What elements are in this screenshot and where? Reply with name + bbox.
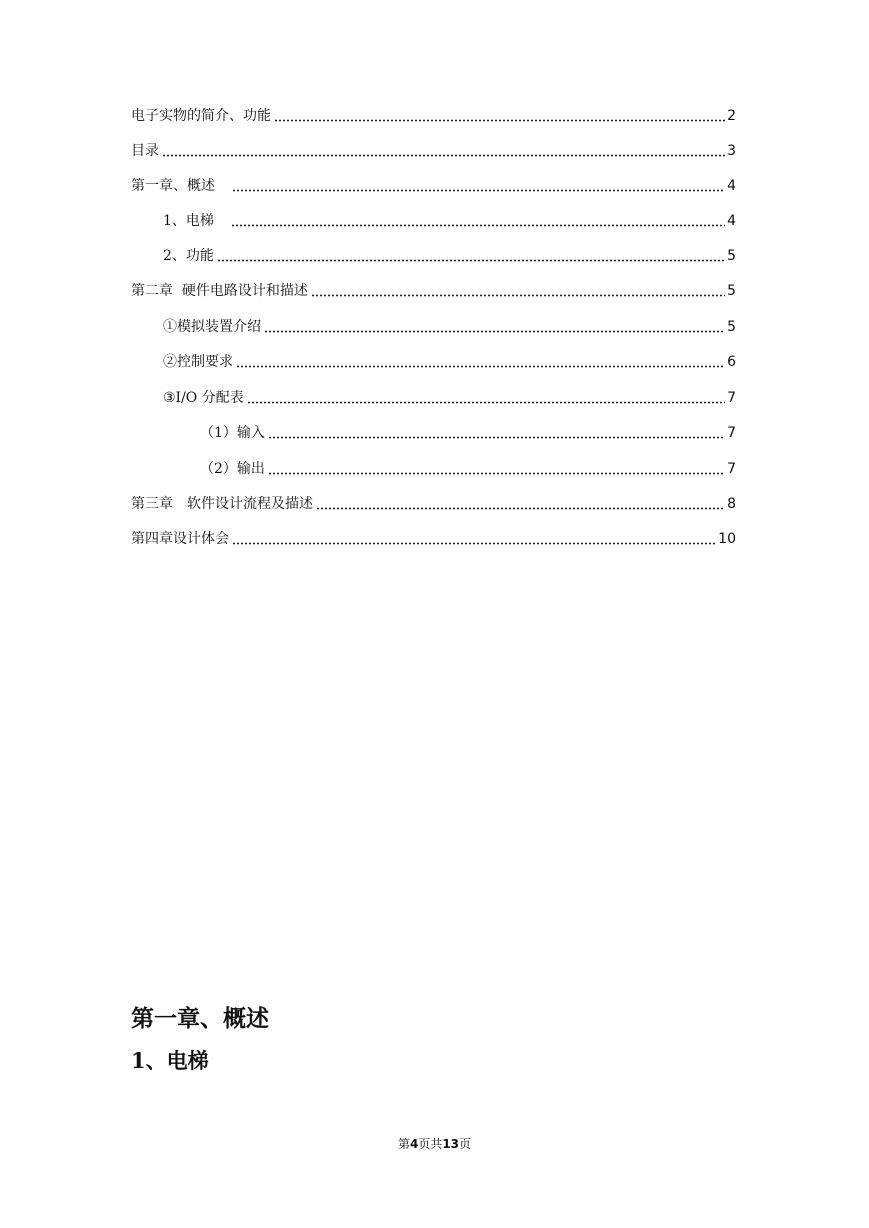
toc-entry[interactable] bbox=[131, 172, 736, 196]
toc-entry-title: （1）输入 bbox=[200, 425, 265, 441]
section-heading: 1、电梯 bbox=[131, 1048, 209, 1073]
toc-entry[interactable] bbox=[131, 525, 736, 549]
toc-entry[interactable] bbox=[131, 137, 736, 161]
toc-leader-dots bbox=[232, 189, 725, 192]
toc-entry-title: 第一章、概述 bbox=[131, 178, 229, 194]
toc-entry-title: ②控制要求 bbox=[163, 354, 233, 370]
footer-prefix: 第 bbox=[397, 1137, 410, 1151]
toc-leader-dots bbox=[231, 224, 725, 227]
footer-suffix: 页 bbox=[459, 1137, 472, 1151]
toc-entry-title: （2）输出 bbox=[200, 461, 265, 477]
toc-entry-title: 第三章 软件设计流程及描述 bbox=[131, 496, 313, 512]
chapter-heading: 第一章、概述 bbox=[131, 1005, 269, 1032]
toc-entry[interactable] bbox=[200, 419, 736, 443]
toc-leader-dots bbox=[316, 507, 725, 510]
toc-entry[interactable] bbox=[163, 207, 736, 231]
toc-entry[interactable] bbox=[200, 455, 736, 479]
toc-entry-title: ③I/O 分配表 bbox=[163, 390, 244, 406]
toc-entry-page: 2 bbox=[727, 108, 736, 124]
toc-entry-page: 10 bbox=[718, 531, 736, 547]
page-footer bbox=[0, 1136, 869, 1152]
footer-current-page: 4 bbox=[409, 1137, 419, 1151]
toc-entry[interactable] bbox=[131, 490, 736, 514]
toc-entry[interactable] bbox=[163, 348, 736, 372]
toc-leader-dots bbox=[236, 365, 725, 368]
toc-entry-page: 8 bbox=[727, 496, 736, 512]
toc-entry-page: 6 bbox=[727, 354, 736, 370]
toc-entry-title: 1、电梯 bbox=[163, 213, 228, 229]
toc-entry[interactable] bbox=[131, 277, 736, 301]
toc-leader-dots bbox=[264, 330, 725, 333]
toc-leader-dots bbox=[274, 119, 725, 122]
toc-leader-dots bbox=[247, 401, 725, 404]
toc-entry-title: 目录 bbox=[131, 143, 159, 159]
toc-leader-dots bbox=[311, 294, 725, 297]
toc-entry-page: 7 bbox=[727, 390, 736, 406]
footer-total-pages: 13 bbox=[442, 1137, 460, 1151]
toc-entry[interactable] bbox=[131, 102, 736, 126]
toc-entry-title: 第四章设计体会 bbox=[131, 531, 229, 547]
toc-entry-title: ①模拟装置介绍 bbox=[163, 319, 261, 335]
toc-entry-page: 5 bbox=[727, 319, 736, 335]
toc-entry-page: 5 bbox=[727, 283, 736, 299]
toc-leader-dots bbox=[268, 436, 725, 439]
toc-leader-dots bbox=[232, 542, 716, 545]
toc-entry-page: 4 bbox=[727, 178, 736, 194]
footer-middle: 页共 bbox=[418, 1137, 443, 1151]
toc-entry-title: 电子实物的简介、功能 bbox=[131, 108, 271, 124]
toc-entry[interactable] bbox=[163, 242, 736, 266]
toc-entry-page: 5 bbox=[727, 248, 736, 264]
toc-entry[interactable] bbox=[163, 313, 736, 337]
toc-leader-dots bbox=[162, 154, 725, 157]
toc-leader-dots bbox=[217, 259, 725, 262]
toc-entry-page: 4 bbox=[727, 213, 736, 229]
toc-entry-page: 7 bbox=[727, 425, 736, 441]
toc-entry-page: 3 bbox=[727, 143, 736, 159]
toc-entry-title: 第二章 硬件电路设计和描述 bbox=[131, 283, 308, 299]
toc-entry-title: 2、功能 bbox=[163, 248, 214, 264]
toc-entry[interactable] bbox=[163, 384, 736, 408]
toc-leader-dots bbox=[268, 472, 725, 475]
toc-entry-page: 7 bbox=[727, 461, 736, 477]
